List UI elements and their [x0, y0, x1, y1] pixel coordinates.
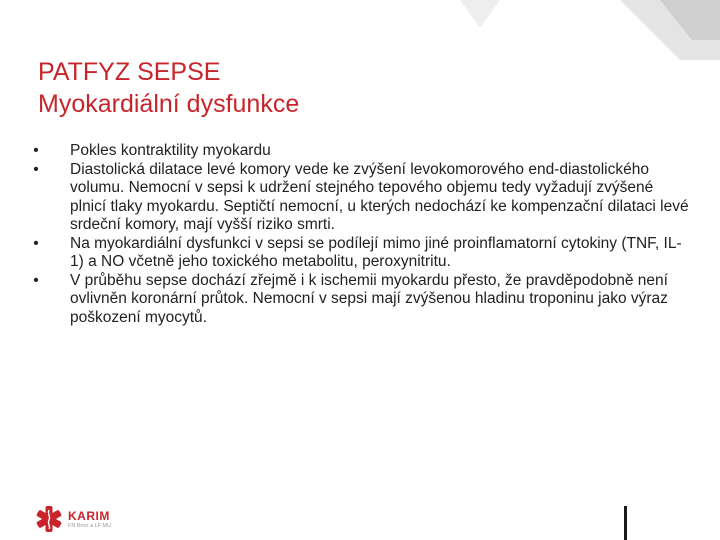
bullet-list [30, 142, 690, 327]
logo-subtext: FN Brno a LF MU [68, 523, 112, 529]
bullet-marker: • [33, 142, 39, 159]
bullet-item [30, 235, 690, 272]
slide-title-line1: PATFYZ SEPSE [38, 58, 221, 86]
karim-logo [34, 502, 144, 536]
corner-decoration [420, 0, 720, 60]
bullet-text: Na myokardiální dysfunkci v sepsi se podílejí mimo jiné proinflamatorní cytokiny (TNF, IL-1) a NO včetně jeho toxického metabolitu, peroxynitritu. [70, 234, 682, 270]
bullet-item [30, 161, 690, 235]
bullet-item [30, 272, 690, 328]
bullet-item [30, 142, 690, 161]
bullet-marker: • [33, 160, 39, 178]
star-of-life-icon [34, 504, 64, 534]
deco-triangle-light [420, 0, 500, 28]
footer-divider [624, 506, 627, 540]
bullet-text: Pokles kontraktility myokardu [70, 142, 271, 159]
bullet-text: V průběhu sepse dochází zřejmě i k ischemii myokardu přesto, že pravděpodobně není ovlivněn koronární průtok. Nemocní v sepsi mají zvýšenou hladinu troponinu jako výraz poškození myocytů. [70, 271, 668, 326]
bullet-marker: • [33, 234, 39, 252]
slide-title-line2: Myokardiální dysfunkce [38, 90, 300, 118]
bullet-text: Diastolická dilatace levé komory vede ke zvýšení levokomorového end-diastolického volumu. Nemocní v sepsi k udržení stejného tepového objemu tedy vyžadují zvýšené plnicí tlaky myokardu. Septičtí nemocní, u kterých nedochází ke kompenzační dilataci levé srdeční komory, mají vyšší riziko smrti. [70, 160, 689, 233]
bullet-marker: • [33, 271, 39, 289]
logo-text: KARIM [68, 509, 110, 523]
slide-title [38, 56, 299, 120]
